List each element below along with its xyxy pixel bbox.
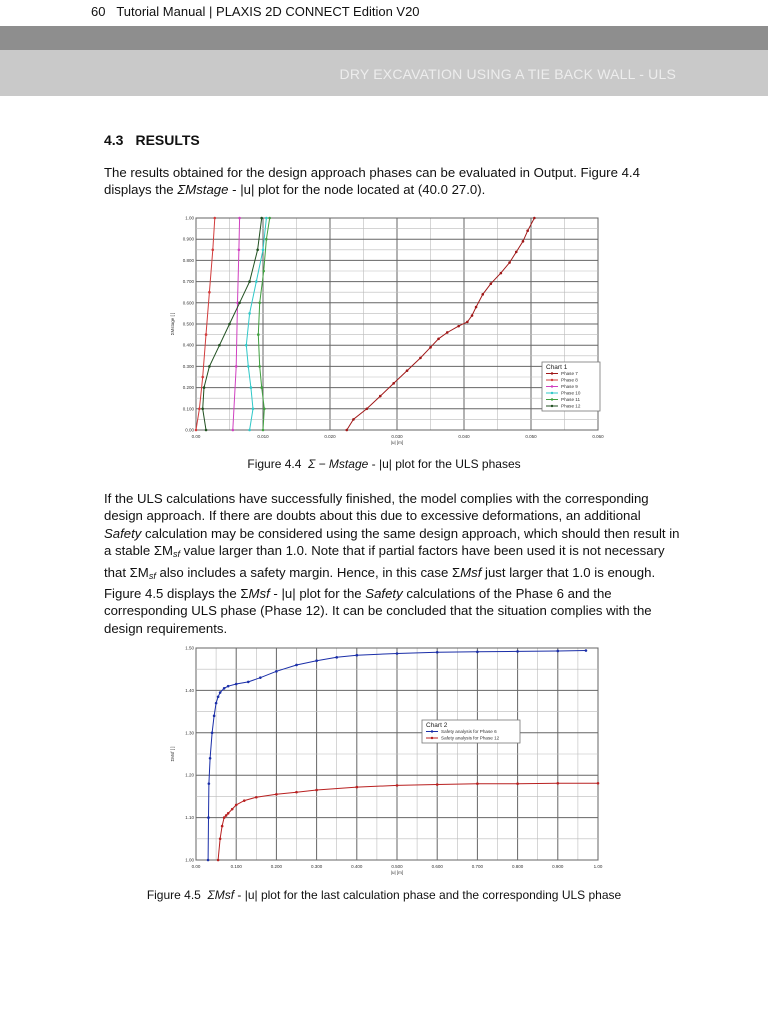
p2-d: also includes a safety margin. Hence, in this case Σ [155, 564, 461, 580]
p2-b: calculation may be considered using the same design approach, which should then result in a stable ΣM [104, 525, 680, 559]
data-point [252, 408, 255, 411]
y-tick-label: 0.500 [182, 321, 194, 327]
x-tick-label: 0.030 [391, 434, 403, 439]
legend-marker [551, 379, 553, 381]
data-point [315, 659, 318, 662]
legend-entry: Phase 9 [561, 384, 578, 389]
data-point [238, 217, 241, 220]
data-point [295, 664, 298, 667]
section-number: 4.3 [104, 132, 124, 148]
paragraph-2 [104, 490, 680, 637]
legend-entry: Phase 10 [561, 390, 581, 396]
data-point [406, 369, 409, 372]
x-tick-label: 0.200 [270, 864, 283, 869]
data-point [396, 652, 399, 655]
data-point [515, 251, 518, 254]
data-point [195, 429, 198, 432]
data-point [263, 408, 266, 411]
data-point [500, 272, 503, 275]
data-point [248, 429, 251, 432]
section-heading [104, 132, 200, 148]
data-point [227, 812, 230, 815]
data-point [436, 783, 439, 786]
y-tick-label: 0.600 [182, 300, 194, 306]
data-point [466, 321, 469, 324]
p2-c: value larger than 1.0. Note that if partial factors have been used it is not necessary that ΣM [104, 543, 665, 580]
data-point [275, 793, 278, 796]
data-point [219, 691, 222, 694]
caption-symbol: ΣMsf [207, 888, 235, 902]
x-tick-label: 0.500 [391, 864, 403, 869]
data-point [471, 314, 474, 317]
x-tick-label: 0.900 [552, 864, 564, 869]
data-point [235, 683, 238, 686]
data-point [247, 365, 250, 368]
data-point [255, 796, 258, 799]
data-point [208, 291, 211, 294]
figure-4-4-caption [0, 457, 768, 471]
caption-symbol: Σ − Mstage [308, 457, 369, 471]
legend-marker [431, 737, 433, 739]
data-point [481, 293, 484, 296]
legend-title: Chart 1 [546, 364, 568, 371]
data-point [218, 344, 221, 347]
data-point [585, 649, 588, 652]
x-tick-label: 0.060 [592, 434, 604, 439]
data-point [335, 656, 338, 659]
data-point [476, 651, 479, 654]
data-point [248, 312, 251, 315]
legend-marker [551, 372, 553, 374]
data-point [352, 418, 355, 421]
data-point [232, 429, 235, 432]
p2-e: just larger that 1.0 is enough. Figure 4.5 displays the Σ [104, 564, 656, 602]
legend-entry: Phase 8 [561, 377, 578, 383]
data-point [211, 732, 214, 735]
x-tick-label: 0.600 [431, 864, 443, 869]
y-tick-label: 1.50 [185, 645, 194, 651]
data-point [213, 715, 216, 718]
data-point [219, 838, 222, 841]
data-point [207, 859, 210, 862]
data-point [259, 676, 262, 679]
data-point [265, 217, 268, 220]
data-point [243, 799, 246, 802]
y-tick-label: 0.200 [182, 385, 194, 391]
y-tick-label: 1.40 [185, 687, 194, 693]
data-point [211, 249, 214, 252]
data-point [207, 816, 210, 819]
data-point [516, 650, 519, 653]
figure-4-5-caption [0, 888, 768, 902]
data-point [213, 217, 216, 220]
data-point [533, 217, 536, 220]
data-point [396, 784, 399, 787]
data-point [238, 302, 241, 305]
caption-label: Figure 4.5 [146, 888, 201, 902]
p2-sub-1: sf [173, 549, 181, 560]
legend-marker [431, 730, 433, 732]
x-tick-label: 0.010 [257, 434, 269, 439]
legend-marker [551, 398, 553, 400]
data-point [258, 365, 261, 368]
data-point [258, 302, 261, 305]
data-point [217, 695, 220, 698]
legend-title: Chart 2 [426, 722, 448, 729]
legend-entry: Phase 11 [561, 397, 581, 402]
figure-4-4-chart [168, 210, 608, 445]
data-point [356, 654, 359, 657]
data-point [223, 687, 226, 690]
data-point [255, 280, 258, 283]
data-point [203, 386, 206, 389]
figure-4-5-chart [168, 640, 608, 880]
y-axis-label: ΣMsf [ ] [170, 746, 175, 762]
section-title: RESULTS [135, 132, 200, 148]
data-point [201, 376, 204, 379]
data-point [262, 249, 265, 252]
data-point [490, 282, 493, 285]
data-point [508, 261, 511, 264]
data-point [217, 859, 220, 862]
x-axis-label: |u| [m] [390, 870, 404, 875]
page-number: 60 [91, 4, 106, 19]
legend-marker [551, 385, 553, 387]
legend-entry: Safety analysis for Phase 6 [441, 729, 497, 734]
p2-g: calculations of the Phase 6 and the corresponding ULS phase (Phase 12). It can be concluded that the situation complies with the design requirements. [104, 586, 652, 636]
data-point [597, 782, 600, 785]
x-tick-label: 0.00 [191, 864, 201, 869]
y-tick-label: 0.00 [185, 427, 194, 433]
y-tick-label: 0.800 [182, 257, 194, 263]
data-point [208, 365, 211, 368]
data-point [245, 344, 248, 347]
data-point [356, 786, 359, 789]
data-point [221, 825, 224, 828]
y-tick-label: 0.400 [182, 342, 194, 348]
p2-f: - |u| plot for the [269, 586, 366, 602]
data-point [235, 365, 238, 368]
data-point [315, 789, 318, 792]
data-point [262, 429, 265, 432]
y-tick-label: 0.300 [182, 363, 194, 369]
x-tick-label: 0.100 [230, 864, 242, 869]
paragraph-1 [104, 164, 680, 199]
p2-a: If the ULS calculations have successfully finished, the model complies with the corresponding design approach. If there are doubts about this due to excessive deformations, an additional [104, 491, 649, 524]
data-point [516, 782, 519, 785]
x-axis-label: |u| [m] [390, 440, 404, 445]
data-point [215, 702, 218, 705]
data-point [247, 681, 250, 684]
x-tick-label: 0.020 [324, 434, 336, 439]
y-axis-label: ΣMstage [ ] [170, 312, 175, 336]
y-tick-label: 1.10 [185, 815, 194, 821]
data-point [205, 333, 208, 336]
data-point [223, 816, 226, 819]
x-tick-label: 0.700 [471, 864, 484, 869]
y-tick-label: 1.20 [185, 772, 194, 778]
data-point [345, 429, 348, 432]
data-point [557, 650, 560, 653]
p2-sub-2: sf [148, 570, 156, 581]
y-tick-label: 0.700 [182, 279, 194, 285]
x-tick-label: 0.040 [458, 434, 470, 439]
data-point [265, 238, 268, 241]
data-point [238, 249, 241, 252]
x-tick-label: 0.050 [525, 434, 537, 439]
data-point [437, 338, 440, 341]
legend-marker [551, 392, 553, 394]
x-tick-label: 1.00 [593, 864, 603, 869]
data-point [208, 782, 211, 785]
data-point [228, 323, 231, 326]
data-point [446, 331, 449, 334]
x-tick-label: 0.800 [511, 864, 524, 869]
p2-safety-1: Safety [104, 525, 142, 541]
x-tick-label: 0.300 [310, 864, 323, 869]
data-point [526, 229, 529, 232]
running-title: Tutorial Manual | PLAXIS 2D CONNECT Edition V20 [116, 4, 420, 19]
data-point [557, 782, 560, 785]
running-header [0, 0, 768, 26]
running-header-text [91, 4, 420, 19]
header-band-dark [0, 26, 768, 50]
data-point [366, 408, 369, 411]
x-tick-label: 0.00 [191, 434, 201, 439]
data-point [260, 386, 263, 389]
data-point [209, 757, 212, 760]
data-point [436, 651, 439, 654]
data-point [275, 670, 278, 673]
data-point [419, 357, 422, 360]
caption-rest: - |u| plot for the last calculation phase and the corresponding ULS phase [234, 888, 622, 902]
data-point [205, 429, 208, 432]
p2-msf-2: Msf [248, 586, 270, 602]
data-point [227, 685, 230, 688]
data-point [392, 382, 395, 385]
data-point [201, 408, 204, 411]
data-point [248, 280, 251, 283]
y-tick-label: 1.30 [185, 730, 194, 736]
data-point [522, 240, 525, 243]
y-tick-label: 0.100 [182, 406, 194, 412]
p2-safety-2: Safety [365, 586, 403, 602]
p1-symbol: ΣMstage [177, 182, 229, 198]
data-point [475, 306, 478, 309]
caption-label: Figure 4.4 [247, 457, 302, 471]
data-point [235, 804, 238, 807]
y-tick-label: 0.900 [182, 236, 194, 242]
data-point [260, 217, 263, 220]
data-point [256, 249, 259, 252]
data-point [457, 325, 460, 328]
p1-text-a: The results obtained for the design approach phases can be evaluated in Output. Figure 4.4 displays the [104, 165, 640, 198]
y-tick-label: 1.00 [185, 215, 194, 221]
legend-entry: Phase 12 [561, 403, 581, 409]
legend-marker [551, 405, 553, 407]
caption-rest: - |u| plot for the ULS phases [368, 457, 521, 471]
data-point [198, 408, 201, 411]
data-point [295, 791, 298, 794]
data-point [231, 808, 234, 811]
x-tick-label: 0.400 [351, 864, 363, 869]
data-point [476, 782, 479, 785]
data-point [268, 217, 271, 220]
data-point [257, 333, 260, 336]
legend-entry: Safety analysis for Phase 12 [441, 735, 500, 741]
data-point [262, 270, 265, 273]
p1-text-b: - |u| plot for the node located at (40.0 27.0). [228, 182, 486, 198]
chapter-title: DRY EXCAVATION USING A TIE BACK WALL - ULS [339, 66, 676, 82]
data-point [379, 395, 382, 398]
legend-entry: Phase 7 [561, 371, 578, 376]
p2-msf-1: Msf [460, 564, 482, 580]
y-tick-label: 1.00 [185, 857, 194, 863]
data-point [225, 814, 228, 817]
data-point [250, 386, 253, 389]
data-point [429, 346, 432, 349]
